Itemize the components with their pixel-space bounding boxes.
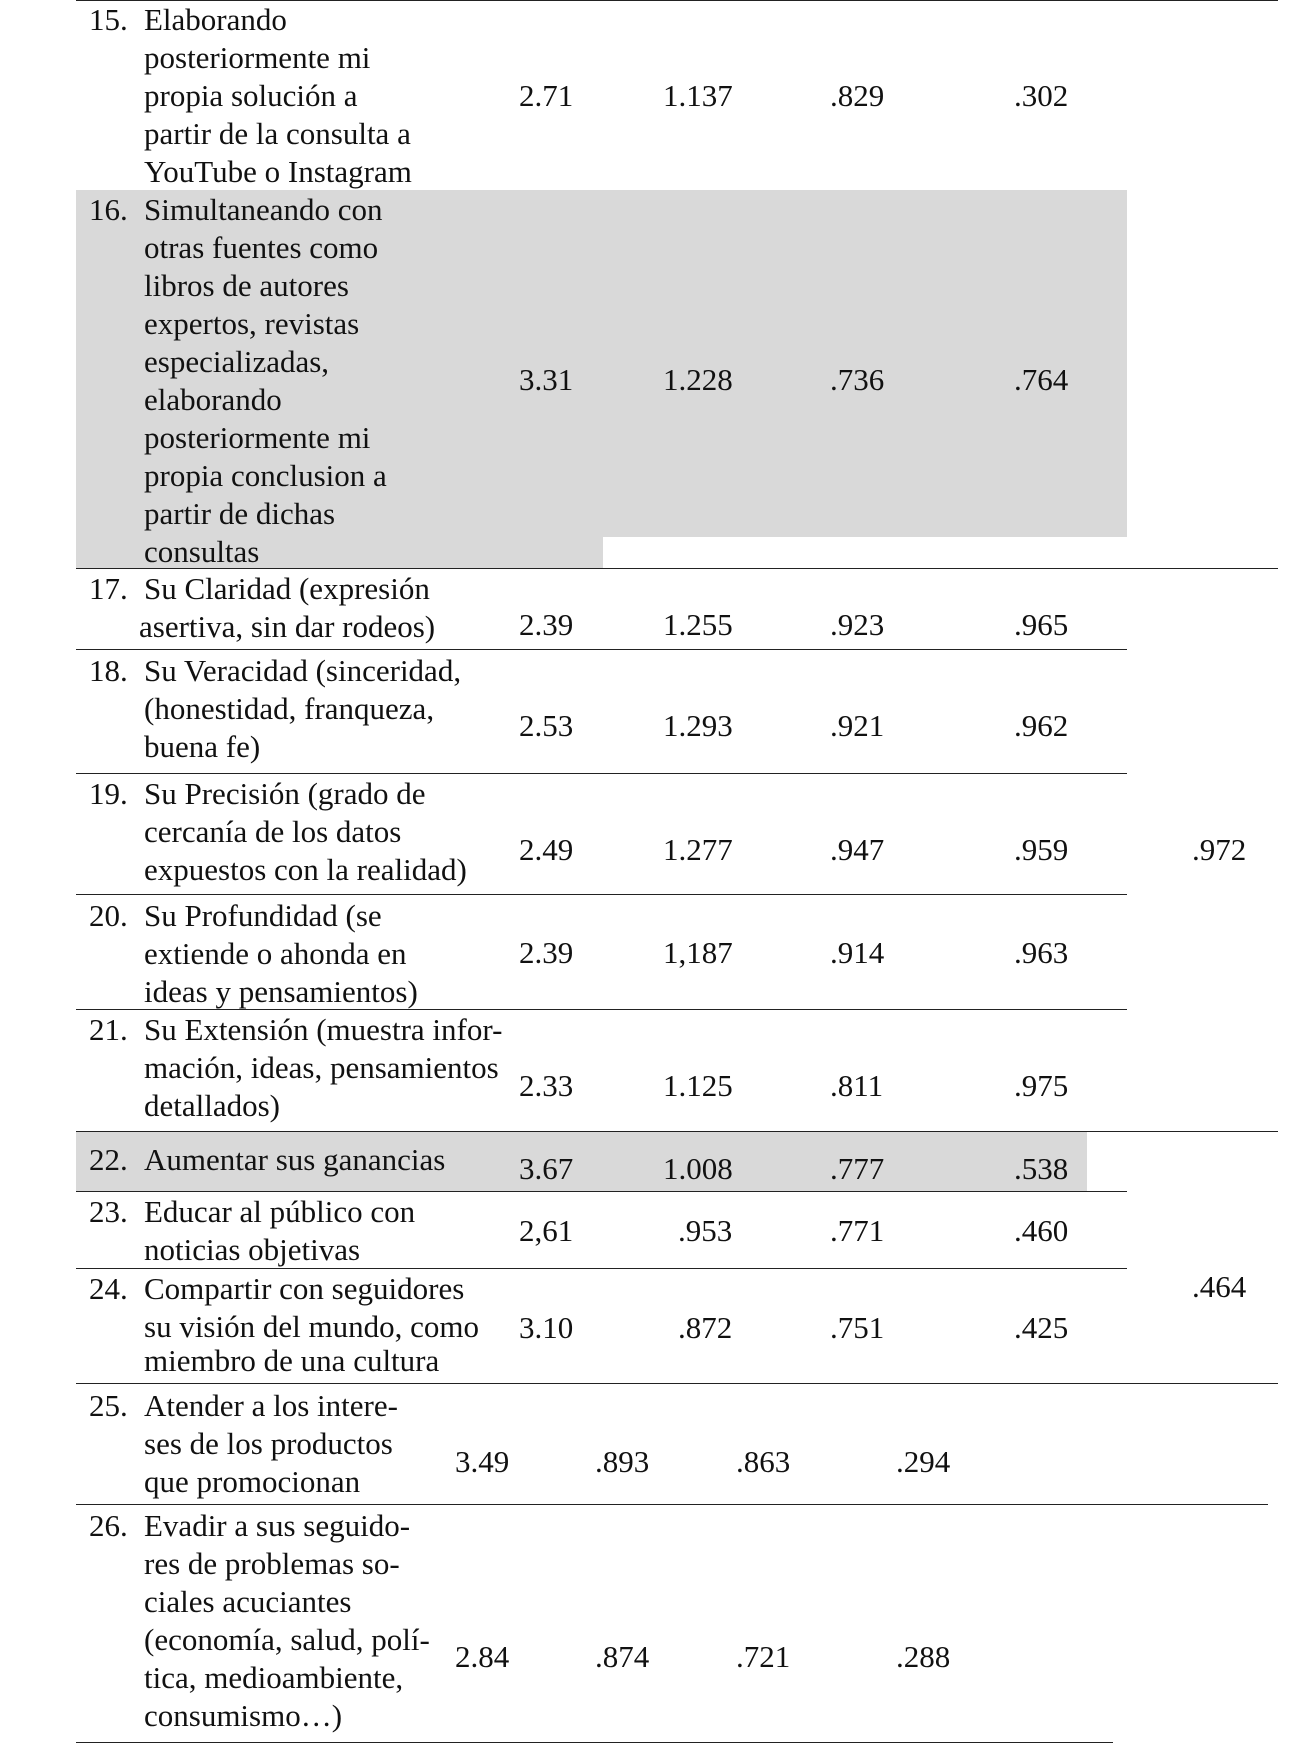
item-number: 19. [89, 776, 128, 811]
item-text: Su Claridad (expresión asertiva, sin dar rodeos) [139, 571, 436, 644]
mean-value: 3.49 [455, 1444, 510, 1479]
alpha-if-deleted-value: .425 [1014, 1310, 1069, 1345]
mean-value: 2.71 [519, 78, 574, 113]
item-number: 24. [89, 1271, 128, 1306]
mean-value: 2.49 [519, 832, 574, 867]
item-number: 25. [89, 1388, 128, 1423]
item-number: 21. [89, 1012, 128, 1047]
item-number: 15. [89, 2, 128, 37]
rule-after-22 [76, 1191, 1127, 1192]
sd-value: .953 [678, 1213, 733, 1248]
corr-value: .771 [830, 1213, 885, 1248]
corr-value: .736 [830, 362, 885, 397]
sd-value: 1.228 [663, 362, 733, 397]
item-text: Su Profundidad (se extiende o ahonda en ideas y pensamientos) [144, 898, 418, 1009]
corr-value: .923 [830, 607, 885, 642]
sd-value: 1.125 [663, 1068, 733, 1103]
sd-value: 1,187 [663, 935, 733, 970]
alpha-if-deleted-value: .294 [896, 1444, 951, 1479]
alpha-if-deleted-value: .460 [1014, 1213, 1069, 1248]
sd-value: 1.008 [663, 1151, 733, 1186]
item-number: 20. [89, 898, 128, 933]
alpha-if-deleted-value: .962 [1014, 708, 1069, 743]
sd-value: .874 [595, 1639, 650, 1674]
item-text: Su Extensión (muestra infor- mación, ideas, pensamientos detallados) [144, 1012, 503, 1123]
mean-value: 2.84 [455, 1639, 510, 1674]
alpha-if-deleted-value: .302 [1014, 78, 1069, 113]
item-text: Simultaneando con otras fuentes como libros de autores expertos, revistas especializadas, elaborando posteriormente mi propia conclusion a partir de dichas consultas [144, 192, 387, 569]
item-text: Educar al público con noticias objetivas [144, 1194, 416, 1267]
item-text: Evadir a sus seguido- res de problemas so- ciales acuciantes (economía, salud, polí- tica, medioambiente, consumismo…) [144, 1508, 430, 1733]
mean-value: 3.67 [519, 1151, 574, 1186]
mean-value: 2,61 [519, 1213, 574, 1248]
alpha-if-deleted-value: .965 [1014, 607, 1069, 642]
item-text: Elaborando posteriormente mi propia solución a partir de la consulta a YouTube o Instagram [144, 2, 412, 189]
item-text: Su Precisión (grado de cercanía de los datos expuestos con la realidad) [144, 776, 467, 887]
rule-after-21 [76, 1131, 1278, 1132]
alpha-if-deleted-value: .959 [1014, 832, 1069, 867]
alpha-if-deleted-value: .288 [896, 1639, 951, 1674]
mean-value: 2.53 [519, 708, 574, 743]
item-number: 22. [89, 1142, 128, 1177]
mean-value: 3.10 [519, 1310, 574, 1345]
corr-value: .947 [830, 832, 885, 867]
item-text: Aumentar sus ganancias [144, 1142, 446, 1177]
corr-value: .914 [830, 935, 885, 970]
mean-value: 2.39 [519, 935, 574, 970]
sd-value: 1.137 [663, 78, 733, 113]
rule-bottom [76, 1742, 1113, 1743]
rule-after-17 [76, 649, 1127, 650]
item-number: 18. [89, 653, 128, 688]
rule-after-18 [76, 773, 1127, 774]
mean-value: 2.33 [519, 1068, 574, 1103]
corr-value: .863 [736, 1444, 791, 1479]
corr-value: .829 [830, 78, 885, 113]
alpha-if-deleted-value: .975 [1014, 1068, 1069, 1103]
cronbach-alpha-value: .464 [1192, 1269, 1247, 1304]
corr-value: .721 [736, 1639, 791, 1674]
sd-value: .893 [595, 1444, 650, 1479]
item-text: Compartir con seguidores su visión del mundo, como miembro de una cultura [144, 1271, 479, 1378]
item-text: Atender a los intere- ses de los productos que promocionan [144, 1388, 398, 1499]
item-number: 17. [89, 571, 128, 606]
item-number: 23. [89, 1194, 128, 1229]
sd-value: 1.255 [663, 607, 733, 642]
corr-value: .811 [830, 1068, 884, 1103]
alpha-if-deleted-value: .538 [1014, 1151, 1069, 1186]
corr-value: .921 [830, 708, 885, 743]
mean-value: 2.39 [519, 607, 574, 642]
alpha-if-deleted-value: .764 [1014, 362, 1069, 397]
sd-value: 1.277 [663, 832, 733, 867]
item-number: 16. [89, 192, 128, 227]
item-text: Su Veracidad (sinceridad, (honestidad, franqueza, buena fe) [144, 653, 462, 764]
sd-value: 1.293 [663, 708, 733, 743]
alpha-if-deleted-value: .963 [1014, 935, 1069, 970]
rule-after-25 [76, 1504, 1268, 1505]
rule-after-19 [76, 894, 1127, 895]
corr-value: .777 [830, 1151, 885, 1186]
sd-value: .872 [678, 1310, 733, 1345]
cronbach-alpha-value: .972 [1192, 832, 1247, 867]
corr-value: .751 [830, 1310, 885, 1345]
rule-after-24 [76, 1383, 1278, 1384]
item-number: 26. [89, 1508, 128, 1543]
mean-value: 3.31 [519, 362, 574, 397]
